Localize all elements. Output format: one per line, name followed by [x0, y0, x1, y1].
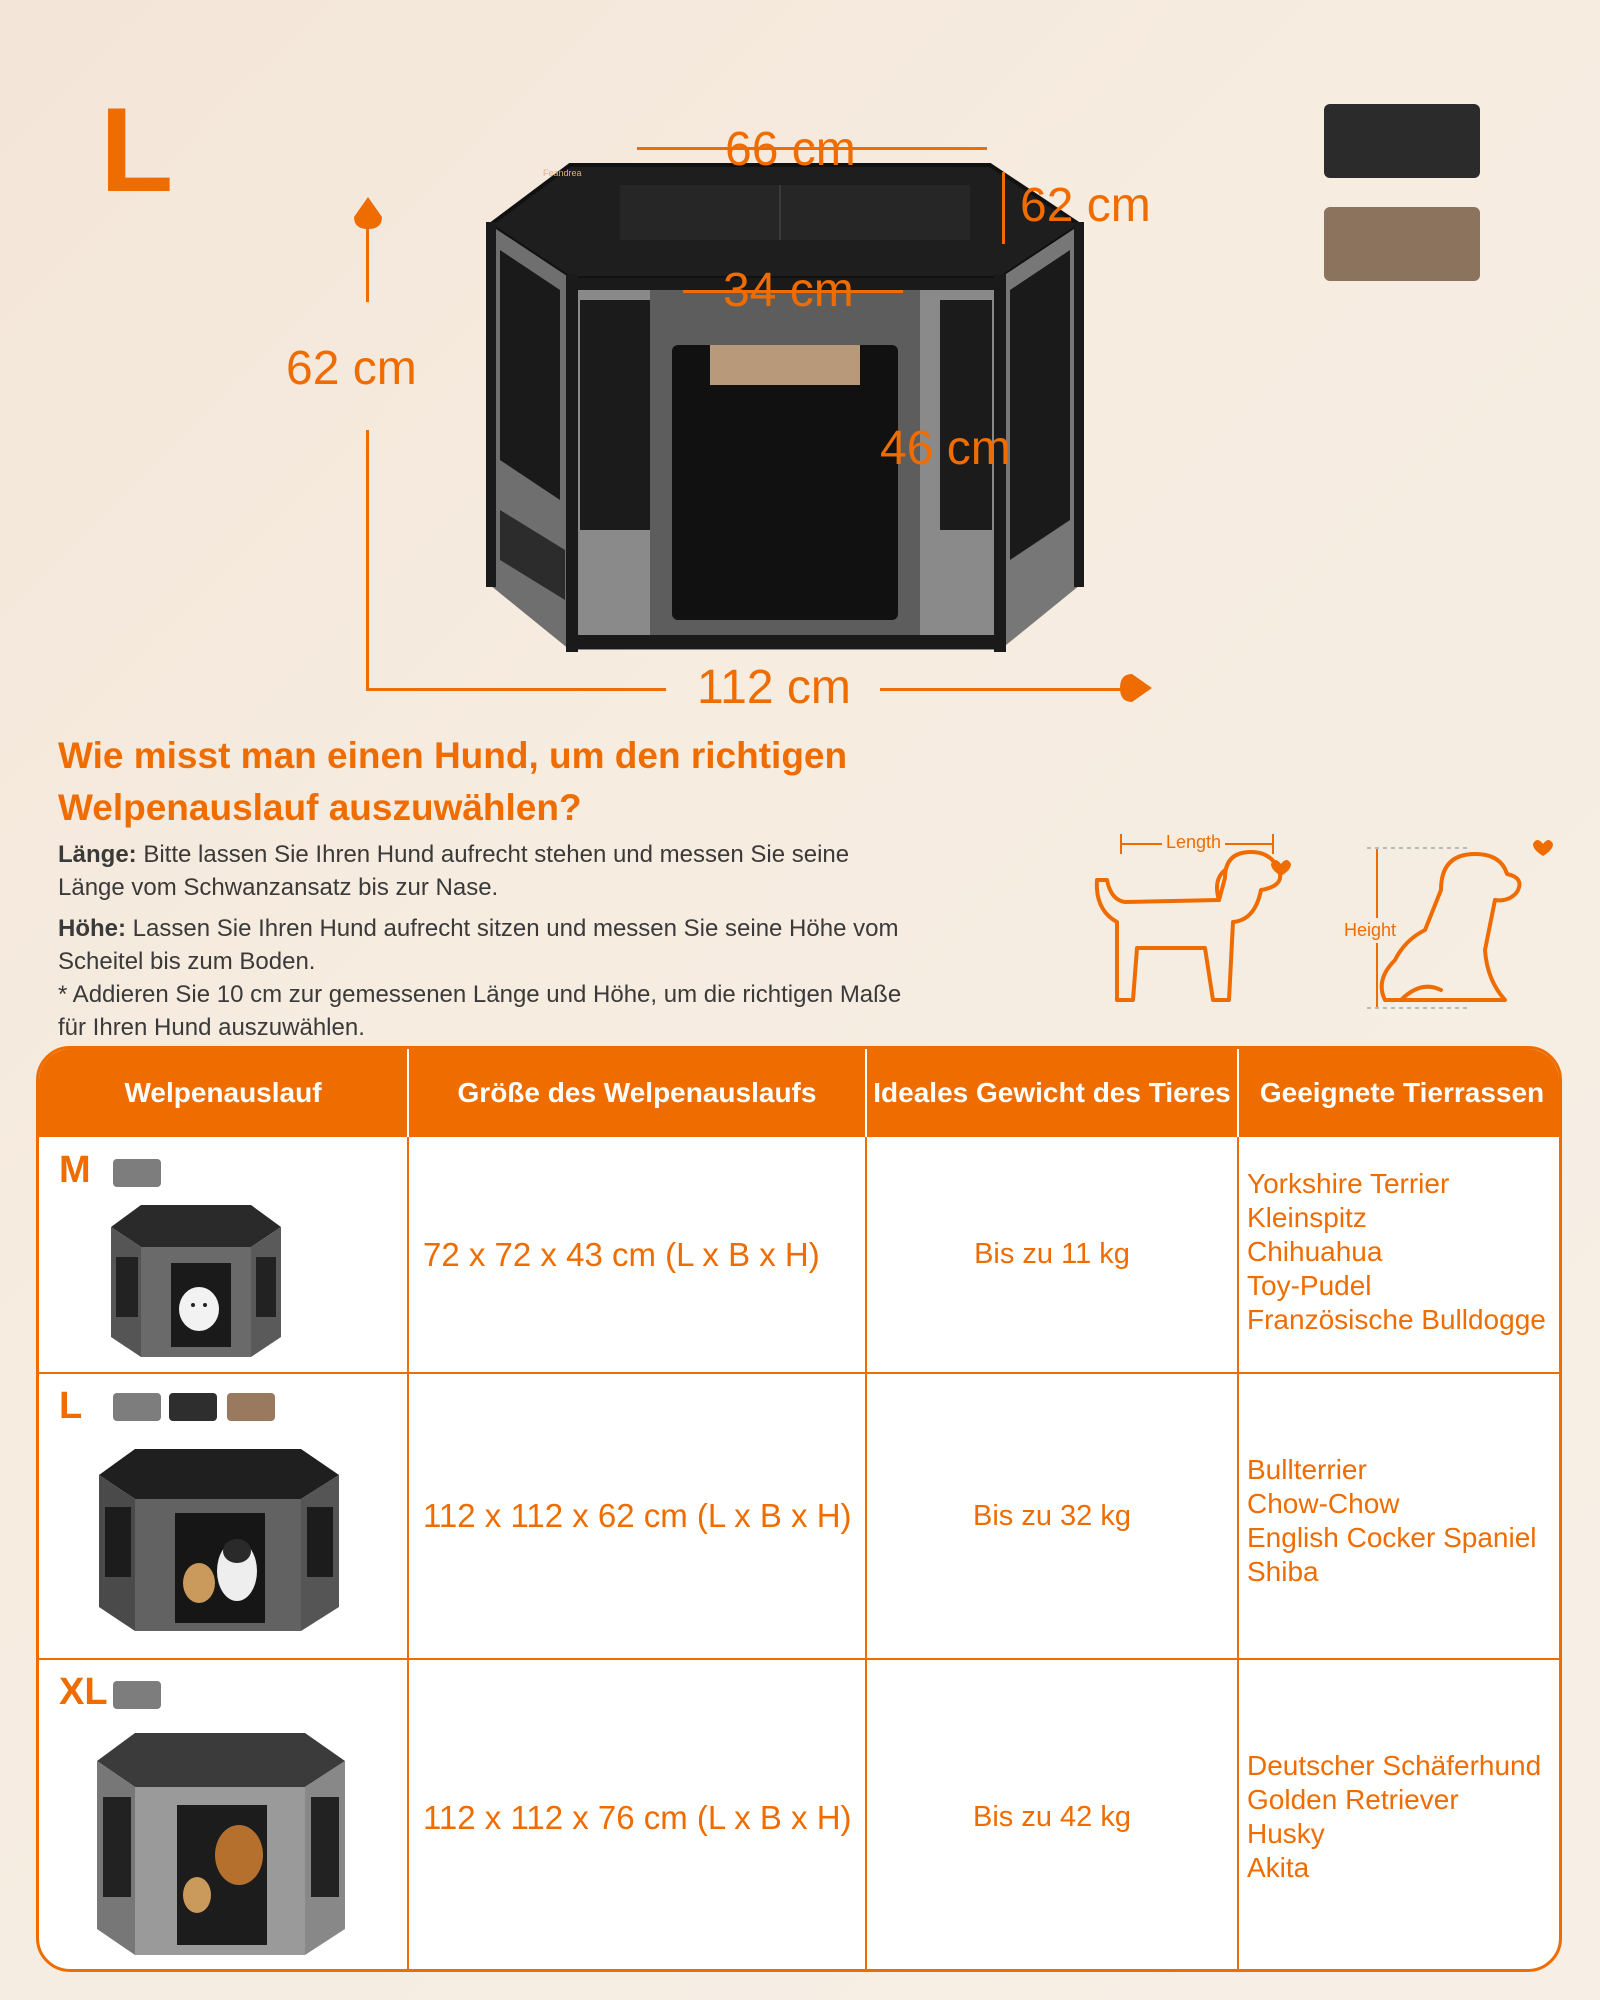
- row-xl-breeds: [1247, 1749, 1541, 1885]
- row-color-swatch: [227, 1393, 275, 1421]
- measure-note: * Addieren Sie 10 cm zur gemessenen Länge und Höhe, um die richtigen Maße für Ihren Hund auszuwählen.: [58, 981, 902, 1041]
- color-swatch-brown[interactable]: [1324, 207, 1480, 281]
- length-instructions: [58, 838, 918, 904]
- breed-item: English Cocker Spaniel: [1247, 1522, 1537, 1553]
- row-m-dimensions: 72 x 72 x 43 cm (L x B x H): [423, 1235, 820, 1273]
- length-icon-label: Length: [1162, 832, 1225, 853]
- row-color-swatch: [113, 1159, 161, 1187]
- row-l-dimensions: 112 x 112 x 62 cm (L x B x H): [423, 1497, 852, 1534]
- dim-door-height: 46 cm: [880, 422, 1011, 475]
- row-m-weight: Bis zu 11 kg: [974, 1238, 1130, 1270]
- dog-standing-icon: [1085, 830, 1295, 1010]
- height-label: Höhe:: [58, 915, 126, 942]
- header-breeds: Geeignete Tierrassen: [1259, 1077, 1545, 1108]
- breed-item: Bullterrier: [1247, 1454, 1367, 1485]
- breed-item: Deutscher Schäferhund: [1247, 1750, 1542, 1781]
- breed-item: Toy-Pudel: [1247, 1270, 1372, 1301]
- breed-item: Kleinspitz: [1247, 1202, 1367, 1233]
- playpen-xl-image: [89, 1725, 353, 1965]
- playpen-l-image: [91, 1441, 347, 1641]
- breed-item: Shiba: [1247, 1556, 1319, 1587]
- breed-item: Chow-Chow: [1247, 1488, 1400, 1519]
- row-xl-dimensions: 112 x 112 x 76 cm (L x B x H): [423, 1798, 852, 1836]
- height-arrow-head-icon: [350, 195, 386, 231]
- color-swatch-black[interactable]: [1324, 104, 1480, 178]
- length-label: Länge:: [58, 841, 137, 868]
- length-body: Bitte lassen Sie Ihren Hund aufrecht stehen und messen Sie seine Länge vom Schwanzansatz bis zur Nase.: [58, 841, 850, 901]
- row-m-breeds: [1247, 1167, 1546, 1337]
- breed-item: Akita: [1247, 1852, 1310, 1883]
- breed-item: Husky: [1247, 1818, 1325, 1849]
- dim-door-width: 34 cm: [723, 264, 854, 317]
- height-icon-label: Height: [1340, 918, 1400, 943]
- breed-item: Yorkshire Terrier: [1247, 1168, 1450, 1199]
- row-l-breeds: [1247, 1453, 1537, 1589]
- height-arrow-bottom: [366, 430, 369, 690]
- height-body: Lassen Sie Ihren Hund aufrecht sitzen und messen Sie seine Höhe vom Scheitel bis zum Boden.: [58, 915, 899, 975]
- length-arrow-left: [366, 688, 666, 691]
- row-l-weight: Bis zu 32 kg: [973, 1499, 1131, 1532]
- measure-heading: Wie misst man einen Hund, um den richtigen Welpenauslauf auszuwählen?: [58, 735, 848, 828]
- dim-line-top-depth: [1002, 172, 1005, 244]
- height-instructions: [58, 912, 918, 978]
- height-arrow-top: [366, 220, 369, 302]
- dim-length: 112 cm: [697, 661, 851, 714]
- row-size-letter: XL: [59, 1671, 108, 1713]
- size-comparison-table: [36, 1046, 1562, 1972]
- breed-item: Französische Bulldogge: [1247, 1304, 1546, 1335]
- length-arrow-head-icon: [1118, 670, 1154, 706]
- row-size-letter: L: [59, 1385, 83, 1427]
- row-color-swatch: [113, 1393, 161, 1421]
- row-color-swatch: [113, 1681, 161, 1709]
- breed-item: Chihuahua: [1247, 1236, 1383, 1267]
- table-header-row: [39, 1049, 1559, 1137]
- dim-top-width: 66 cm: [725, 123, 856, 176]
- length-arrow-right: [880, 688, 1130, 691]
- row-xl-weight: Bis zu 42 kg: [973, 1801, 1131, 1833]
- breed-item: Golden Retriever: [1247, 1784, 1459, 1815]
- header-weight: Ideales Gewicht des Tieres: [873, 1077, 1231, 1108]
- row-color-swatch: [169, 1393, 217, 1421]
- dim-height: 62 cm: [286, 342, 417, 395]
- header-size: Größe des Welpenauslaufs: [457, 1077, 817, 1108]
- size-letter: L: [100, 83, 174, 217]
- header-playpen: Welpenauslauf: [124, 1077, 322, 1108]
- dim-top-depth: 62 cm: [1020, 179, 1151, 232]
- playpen-m-image: [101, 1197, 291, 1367]
- row-size-letter: M: [59, 1149, 91, 1191]
- brand-tag: Feandrea: [543, 168, 582, 178]
